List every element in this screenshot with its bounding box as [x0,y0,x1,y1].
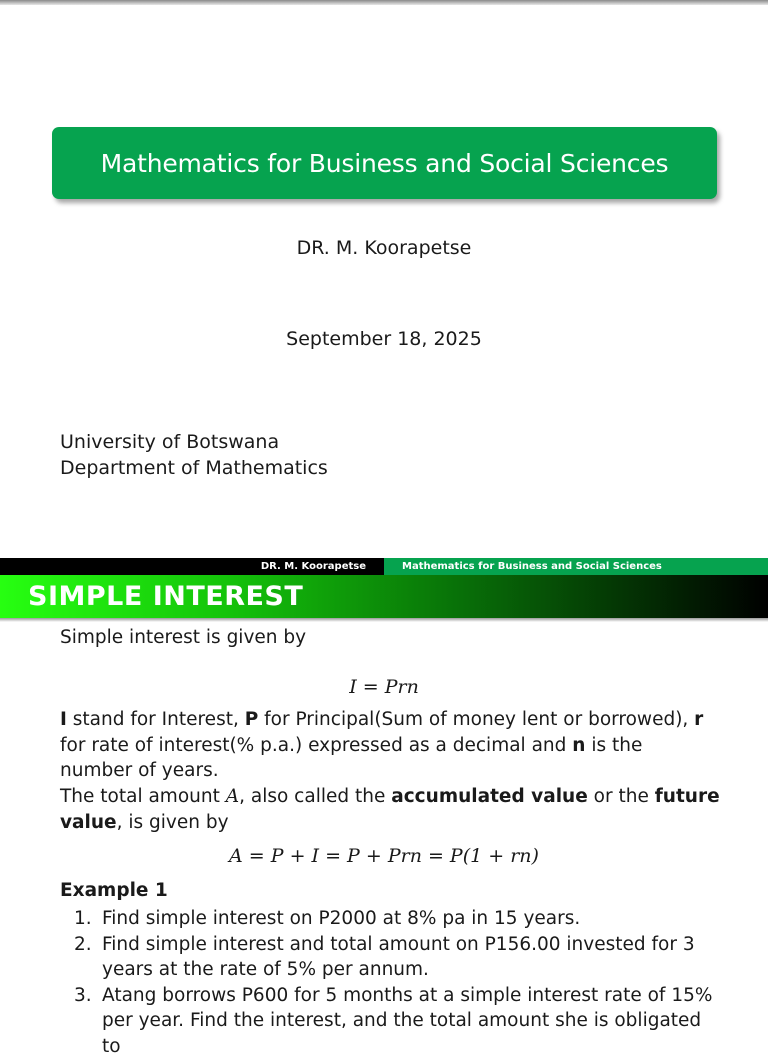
total-suffix: , is given by [117,812,229,833]
date: September 18, 2025 [0,328,768,350]
symbol-i: I [60,709,67,730]
institution-name: University of Botswana [60,431,279,453]
symbol-p: P [245,709,259,730]
def-n-text: is the number of years. [60,735,642,782]
intro-text: Simple interest is given by [60,625,720,651]
definition-paragraph [60,707,720,784]
footer-course: Mathematics for Business and Social Sciences [402,561,662,572]
department-name: Department of Mathematics [60,457,328,479]
def-p-text: for Principal(Sum of money lent or borrowed), [258,709,694,730]
list-item-number: 1. [74,906,92,932]
frame-title: SIMPLE INTEREST [0,581,303,612]
list-item-number: 2. [74,932,92,958]
example-list [60,906,720,1059]
frame-title-bar [0,575,768,618]
example-title: Example 1 [60,880,168,901]
total-var: A [226,786,239,807]
formula-rhs: Prn [385,676,419,698]
total-prefix: The total amount [60,786,226,807]
formula2-text: A = P + I = P + Prn = P(1 + rn) [229,845,539,867]
symbol-n: n [572,735,585,756]
total-amount-paragraph [60,784,720,835]
author: DR. M. Koorapetse [0,237,768,259]
footer-course-cell [384,558,768,575]
future-value-term: future value [60,786,720,833]
title-box [52,127,717,199]
footer-author-cell [0,558,384,575]
accumulated-value-term: accumulated value [391,786,588,807]
list-item [60,906,720,932]
accumulated-value-formula [0,845,768,867]
def-r-text: for rate of interest(% p.a.) expressed as a decimal and [60,735,572,756]
list-item [60,983,720,1059]
def-i-text: stand for Interest, [67,709,245,730]
footer-author: DR. M. Koorapetse [261,561,366,572]
list-item-text: Find simple interest and total amount on P156.00 invested for 3 years at the rate of 5% per annum. [102,934,695,981]
list-item [60,932,720,983]
list-item-text: Find simple interest on P2000 at 8% pa in 15 years. [102,908,580,929]
or-the: or the [588,786,655,807]
total-mid: , also called the [239,786,391,807]
symbol-r: r [694,709,703,730]
list-item-number: 3. [74,983,92,1009]
simple-interest-formula [0,676,768,698]
formula-equals: = [357,676,385,698]
formula-lhs: I [349,676,357,698]
slide-footer [0,558,768,575]
presentation-title: Mathematics for Business and Social Sciences [101,149,669,178]
list-item-text: Atang borrows P600 for 5 months at a simple interest rate of 15% per year. Find the interest, and the total amount she is obligated to [102,985,712,1057]
frame-title-shadow [0,618,768,622]
